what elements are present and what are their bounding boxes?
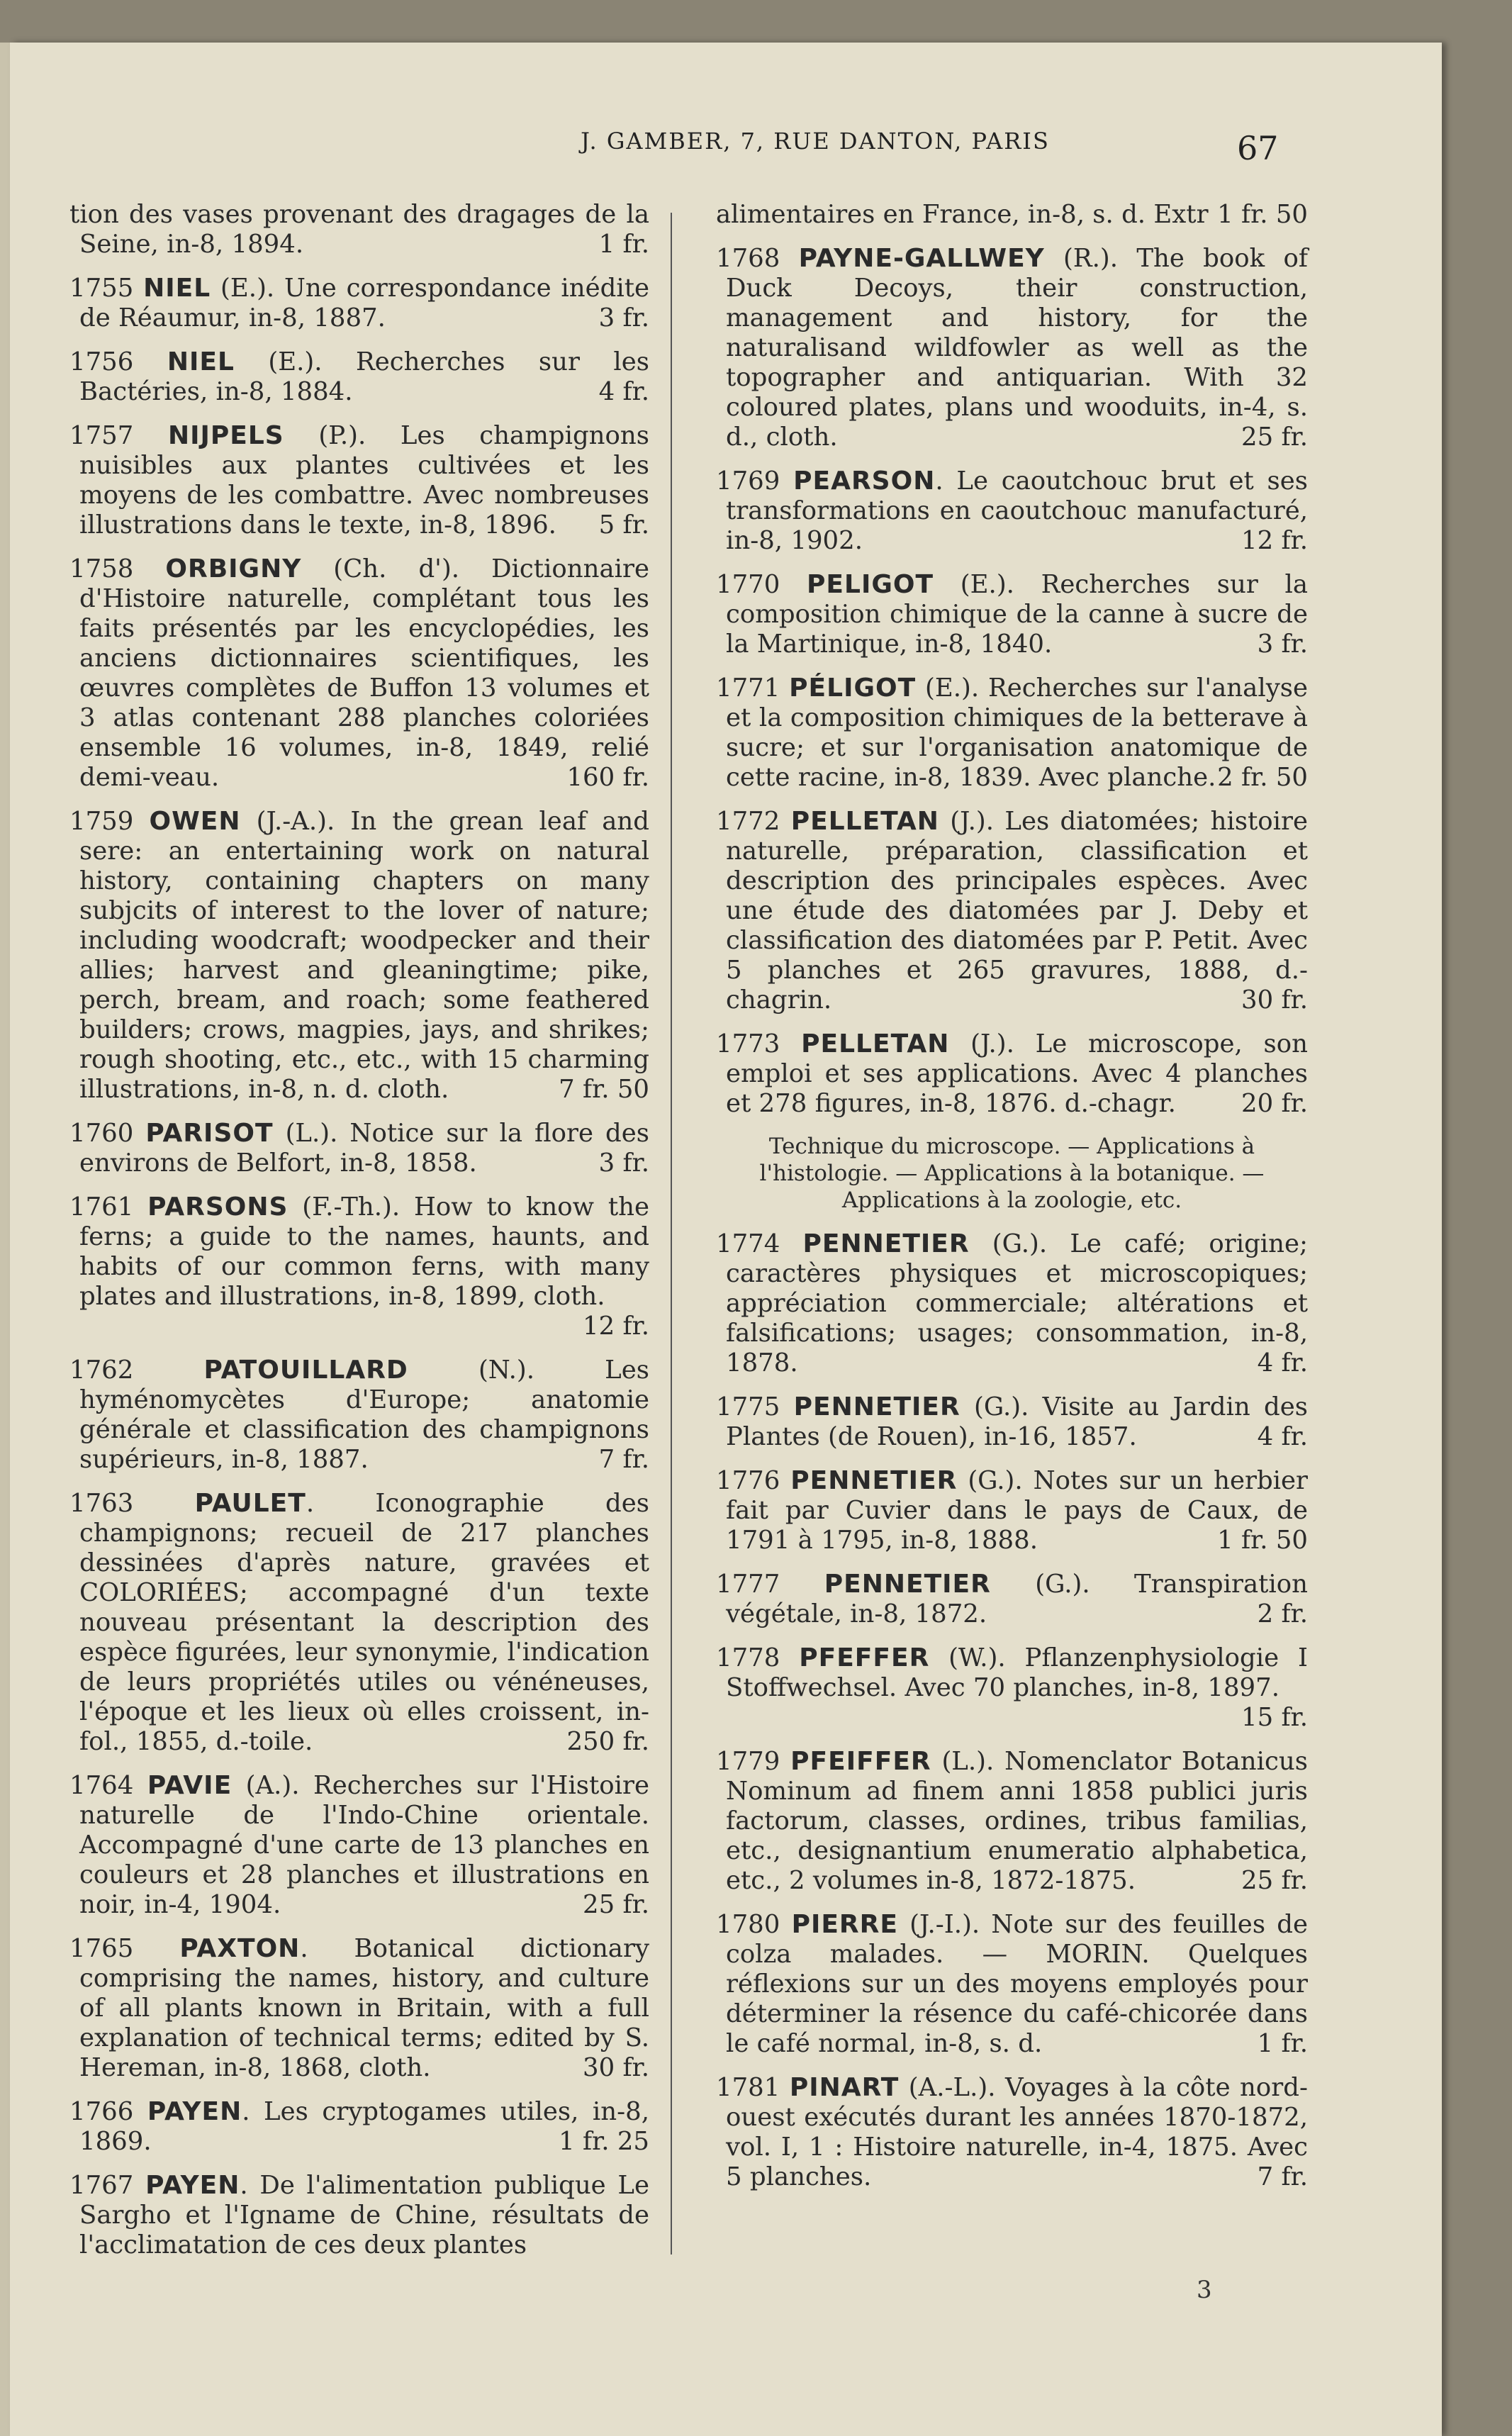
entry-number: 1775: [716, 1392, 780, 1421]
entry-author: PARSONS: [147, 1192, 289, 1222]
entry-number: 1757: [69, 421, 134, 450]
entry-number: 1763: [69, 1489, 134, 1518]
entry-number: 1765: [69, 1934, 134, 1963]
catalogue-entry: [69, 200, 649, 259]
entry-description: alimentaires en France, in-8, s. d. Extr: [716, 200, 1209, 229]
entry-description: (A.-L.). Voyages à la côte nord-ouest exécutés durant les années 1870-1872, vol. I, 1 : Histoire naturelle, in-4, 1875. Avec 5 planches.: [726, 2073, 1308, 2191]
catalogue-entry: [69, 1934, 649, 2083]
entry-description: (L.). Nomenclator Botanicus Nominum ad finem anni 1858 publici juris factorum, classes, ordines, tribus familias, etc., designantium enumeratio alphabetica, etc., 2 volumes in-8, 1872-1875.: [726, 1747, 1308, 1895]
entry-number: 1777: [716, 1570, 780, 1599]
entry-author: PINART: [789, 2073, 900, 2102]
entry-number: 1770: [716, 570, 780, 599]
entry-author: PAYEN: [147, 2097, 242, 2126]
entry-description: (A.). Recherches sur l'Histoire naturelle de l'Indo-Chine orientale. Accompagné d'une carte de 13 planches en couleurs et 28 planches et illustrations en noir, in-4, 1904.: [79, 1771, 649, 1919]
entry-author: PÉLIGOT: [789, 674, 917, 703]
entry-price: 4 fr.: [1257, 1422, 1308, 1451]
entry-price: 250 fr.: [566, 1727, 649, 1756]
catalogue-entry: [69, 347, 649, 407]
entry-description: (G.). Notes sur un herbier fait par Cuvier dans le pays de Caux, de 1791 à 1795, in-8, 1888.: [726, 1466, 1308, 1555]
entry-price: 4 fr.: [598, 377, 649, 406]
entry-author: PFEIFFER: [790, 1747, 931, 1776]
entry-author: PELLETAN: [801, 1029, 950, 1058]
entry-price: 1 fr. 50: [1217, 200, 1308, 229]
entry-number: 1767: [69, 2171, 134, 2200]
catalogue-entry: [716, 200, 1308, 230]
entry-author: PATOUILLARD: [203, 1356, 408, 1385]
entry-author: PELIGOT: [807, 570, 934, 599]
entry-price: 7 fr.: [1257, 2162, 1308, 2191]
catalogue-entry: [69, 1356, 649, 1475]
entry-price: 5 fr.: [598, 510, 649, 540]
entry-author: PELLETAN: [790, 807, 939, 836]
entry-author: PAULET: [194, 1489, 306, 1518]
entry-price: 1 fr.: [1257, 2029, 1308, 2058]
entry-number: 1773: [716, 1029, 780, 1058]
entry-number: 1776: [716, 1466, 780, 1495]
entry-description: (Ch. d'). Dictionnaire d'Histoire naturelle, complétant tous les faits présentés par les encyclopédies, les anciens dictionnaires scientifiques, les œuvres complètes de Buffon 13 volumes et 3 atlas contenant 288 planches coloriées ensemble 16 volumes, in-8, 1849, relié demi-veau.: [79, 554, 649, 792]
entry-author: PFEFFER: [799, 1643, 930, 1672]
entry-price: 7 fr.: [598, 1445, 649, 1474]
entry-price: 1 fr.: [598, 230, 649, 259]
catalogue-entry: [69, 807, 649, 1105]
entry-price: 25 fr.: [1241, 1866, 1308, 1895]
entry-price: 7 fr. 50: [559, 1075, 649, 1104]
entry-number: 1774: [716, 1229, 780, 1258]
entry-author: PENNETIER: [824, 1570, 991, 1599]
entry-description: (R.). The book of Duck Decoys, their construction, management and history, for the naturalisand wildfowler as well as the topographer and antiquarian. With 32 coloured plates, plans und wooduits, in-4, s. d., cloth.: [726, 244, 1308, 452]
catalogue-entry: [69, 1489, 649, 1757]
entry-description: (E.). Recherches sur les Bactéries, in-8, 1884.: [79, 347, 649, 406]
entry-number: 1779: [716, 1747, 780, 1776]
binding-gutter: [0, 43, 10, 2436]
entry-description: (J.-I.). Note sur des feuilles de colza malades. — MORIN. Quelques réflexions sur un des moyens employés pour déterminer la résence du café-chicorée dans le café normal, in-8, s. d.: [726, 1910, 1308, 2058]
entry-description: (J.). Le microscope, son emploi et ses applications. Avec 4 planches et 278 figures, in-8, 1876. d.-chagr.: [726, 1029, 1308, 1118]
entry-author: PAVIE: [147, 1771, 233, 1800]
entry-description: (E.). Recherches sur la composition chimique de la canne à sucre de la Martinique, in-8, 1840.: [726, 570, 1308, 659]
entry-number: 1758: [69, 554, 134, 583]
catalogue-note: [716, 1133, 1308, 1214]
entry-number: 1772: [716, 807, 780, 836]
catalogue-entry: [716, 1570, 1308, 1629]
catalogue-entry: [716, 1229, 1308, 1378]
entry-price: 4 fr.: [1257, 1348, 1308, 1378]
catalogue-entry: [69, 1119, 649, 1178]
catalogue-entry: [716, 1466, 1308, 1555]
entry-description: (E.). Une correspondance inédite de Réaumur, in-8, 1887.: [79, 274, 649, 333]
entry-price: 12 fr.: [583, 1312, 649, 1341]
entry-price: 25 fr.: [1241, 423, 1308, 452]
entry-author: PIERRE: [791, 1910, 898, 1939]
entry-number: 1760: [69, 1119, 134, 1148]
entry-price: 3 fr.: [598, 1149, 649, 1178]
entry-description: (F.-Th.). How to know the ferns; a guide to the names, haunts, and habits of our common ferns, with many plates and illustrations, in-8, 1899, cloth.: [79, 1192, 649, 1311]
entry-price: 30 fr.: [583, 2053, 649, 2082]
note-text: Technique du microscope. — Applications à l'histologie. — Applications à la botanique. — Applications à la zoologie, etc.: [759, 1134, 1265, 1213]
catalogue-entry: [69, 2171, 649, 2260]
entry-author: NIEL: [167, 347, 235, 376]
entry-number: 1781: [716, 2073, 780, 2102]
entry-description: . Le caoutchouc brut et ses transformations en caoutchouc manufacturé, in-8, 1902.: [726, 466, 1308, 555]
entry-description: . Les cryptogames utiles, in-8, 1869.: [79, 2097, 649, 2156]
entry-price: 30 fr.: [1241, 985, 1308, 1015]
entry-author: NIEL: [143, 274, 211, 303]
entry-number: 1762: [69, 1356, 134, 1385]
entry-price: 20 fr.: [1241, 1089, 1308, 1118]
catalogue-entry: [69, 274, 649, 333]
catalogue-entry: [716, 807, 1308, 1015]
entry-description: tion des vases provenant des dragages de la Seine, in-8, 1894.: [69, 200, 649, 259]
page-number: 67: [1237, 129, 1279, 167]
catalogue-entry: [716, 1910, 1308, 2059]
entry-description: . Iconographie des champignons; recueil de 217 planches dessinées d'après nature, gravées et COLORIÉES; accompagné d'un texte nouveau présentant la description des espèce figurées, leur synonymie, l'indication de leurs propriétés utiles ou vénéneuses, l'époque et les lieux où elles croissent, in-fol., 1855, d.-toile.: [79, 1489, 649, 1756]
catalogue-entry: [716, 674, 1308, 793]
catalogue-entry: [716, 2073, 1308, 2192]
entry-author: PENNETIER: [802, 1229, 970, 1258]
entry-number: 1768: [716, 244, 780, 273]
entry-number: 1766: [69, 2097, 134, 2126]
running-head: J. GAMBER, 7, RUE DANTON, PARIS: [581, 128, 1050, 155]
catalogue-entry: [716, 1029, 1308, 1119]
entry-description: (G.). Visite au Jardin des Plantes (de Rouen), in-16, 1857.: [726, 1392, 1308, 1451]
entry-author: PAYNE-GALLWEY: [798, 244, 1045, 273]
entry-price: 25 fr.: [583, 1890, 649, 1919]
catalogue-entry: [716, 1643, 1308, 1733]
entry-author: PENNETIER: [790, 1466, 958, 1495]
entry-number: 1755: [69, 274, 134, 303]
catalogue-entry: [69, 1192, 649, 1341]
entry-price: 2 fr.: [1257, 1599, 1308, 1628]
signature-mark: 3: [1197, 2276, 1212, 2304]
catalogue-entry: [716, 1392, 1308, 1452]
entry-description: (J.-A.). In the grean leaf and sere: an entertaining work on natural history, containing chapters on many subjcits of interest to the lover of nature; including woodcraft; woodpecker and their allies; harvest and gleaningtime; pike, perch, bream, and roach; some feathered builders; crows, magpies, jays, and shrikes; rough shooting, etc., etc., with 15 charming illustrations, in-8, n. d. cloth.: [79, 807, 649, 1104]
right-column: [716, 200, 1308, 2206]
entry-description: (J.). Les diatomées; histoire naturelle, préparation, classification et description des principales espèces. Avec une étude des diatomées par J. Deby et classification des diatomées par P. Petit. Avec 5 planches et 265 gravures, 1888, d.-chagrin.: [726, 807, 1309, 1015]
entry-number: 1780: [716, 1910, 780, 1939]
entry-author: PAYEN: [145, 2171, 240, 2200]
entry-price: 15 fr.: [1241, 1703, 1308, 1732]
entry-number: 1756: [69, 347, 134, 376]
catalogue-entry: [69, 2097, 649, 2157]
catalogue-entry: [716, 1747, 1308, 1896]
entry-description: (L.). Notice sur la flore des environs de Belfort, in-8, 1858.: [79, 1119, 650, 1178]
entry-number: 1778: [716, 1643, 780, 1672]
entry-number: 1761: [69, 1192, 134, 1222]
catalogue-entry: [69, 421, 649, 540]
entry-price: 2 fr. 50: [1217, 763, 1308, 792]
entry-price: 3 fr.: [598, 303, 649, 333]
entry-price: 12 fr.: [1241, 526, 1308, 555]
entry-author: PENNETIER: [793, 1392, 961, 1421]
entry-author: PARISOT: [145, 1119, 274, 1148]
entry-price: 1 fr. 25: [559, 2127, 649, 2156]
entry-number: 1769: [716, 466, 780, 496]
entry-author: NIJPELS: [167, 421, 284, 450]
entry-author: PAXTON: [179, 1934, 301, 1963]
entry-author: OWEN: [149, 807, 241, 836]
entry-description: . De l'alimentation publique Le Sargho et l'Igname de Chine, résultats de l'acclimatation de ces deux plantes: [79, 2171, 649, 2259]
entry-description: . Botanical dictionary comprising the names, history, and culture of all plants known in Britain, with a full explanation of technical terms; edited by S. Hereman, in-8, 1868, cloth.: [79, 1934, 649, 2082]
catalogue-entry: [716, 244, 1308, 452]
entry-number: 1764: [69, 1771, 134, 1800]
entry-price: 1 fr. 50: [1217, 1526, 1308, 1555]
catalogue-entry: [716, 570, 1308, 659]
entry-price: 3 fr.: [1257, 630, 1308, 659]
column-divider: [671, 213, 672, 2255]
catalogue-entry: [716, 466, 1308, 556]
entry-description: (P.). Les champignons nuisibles aux plantes cultivées et les moyens de les combattre. Avec nombreuses illustrations dans le texte, in-8, 1896.: [79, 421, 649, 540]
left-column: [69, 200, 649, 2274]
entry-description: (N.). Les hyménomycètes d'Europe; anatomie générale et classification des champignons supérieurs, in-8, 1887.: [79, 1356, 649, 1474]
entry-number: 1771: [716, 674, 780, 703]
entry-author: PEARSON: [793, 466, 936, 496]
entry-price: 160 fr.: [566, 763, 649, 792]
catalogue-entry: [69, 1771, 649, 1920]
catalogue-entry: [69, 554, 649, 793]
entry-number: 1759: [69, 807, 134, 836]
entry-description: (G.). Transpiration végétale, in-8, 1872.: [726, 1570, 1308, 1628]
entry-description: (W.). Pflanzenphysiologie I Stoffwechsel. Avec 70 planches, in-8, 1897.: [726, 1643, 1308, 1702]
entry-author: ORBIGNY: [165, 554, 302, 583]
entry-description: (E.). Recherches sur l'analyse et la composition chimiques de la betterave à sucre; et sur l'organisation anatomique de cette racine, in-8, 1839. Avec planche.: [726, 674, 1308, 792]
entry-description: (G.). Le café; origine; caractères physiques et microscopiques; appréciation commerciale; altérations et falsifications; usages; consommation, in-8, 1878.: [726, 1229, 1308, 1378]
